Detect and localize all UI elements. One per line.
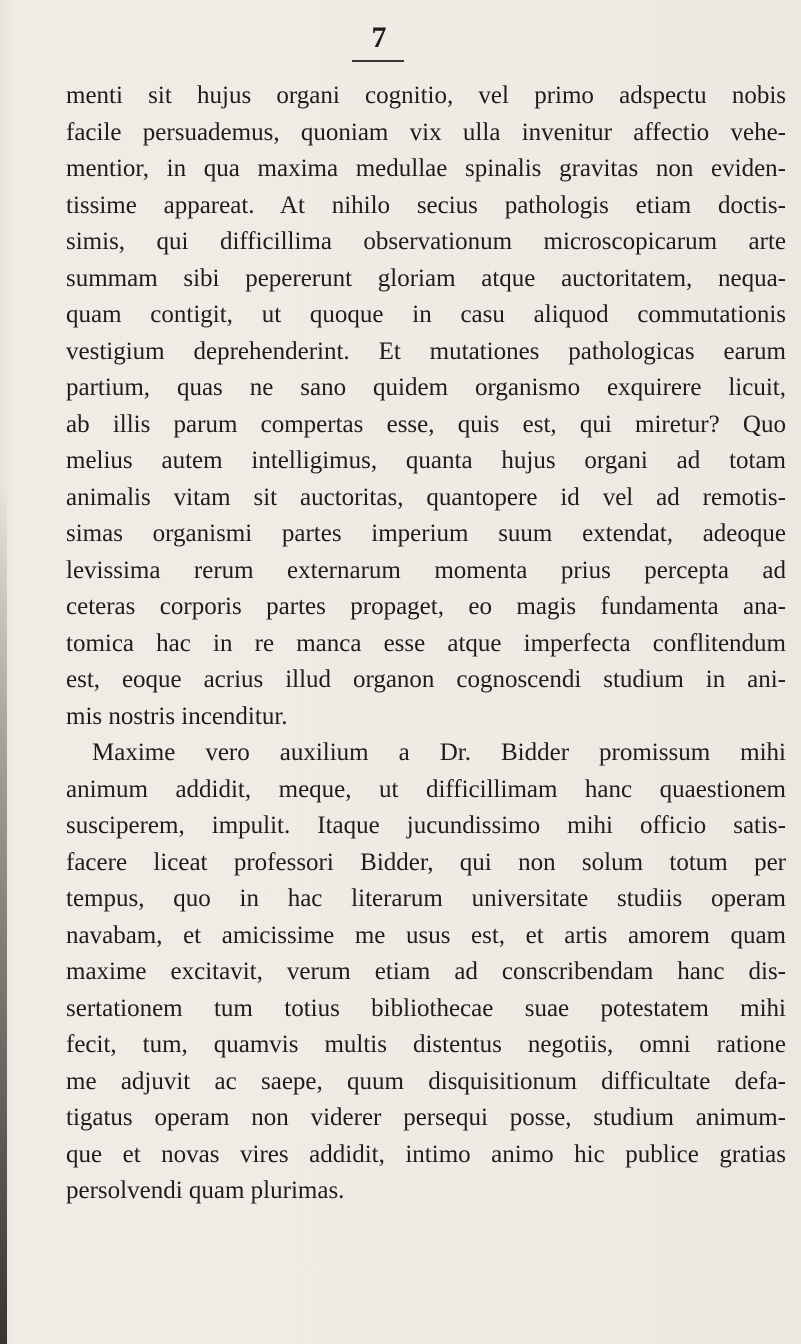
text-line: que et novas vires addidit, intimo animo hic publice gratias (66, 1140, 786, 1168)
text-line: vestigium deprehenderint. Et mutationes pathologicas earum (66, 337, 786, 365)
text-line: Maxime vero auxilium a Dr. Bidder promissum mihi (92, 739, 786, 766)
text-line: animalis vitam sit auctoritas, quantopere id vel ad remotis- (66, 483, 786, 511)
text-line: simas organismi partes imperium suum extendat, adeoque (66, 520, 786, 547)
text-line: navabam, et amicissime me usus est, et artis amorem quam (66, 921, 786, 949)
body-text (66, 78, 786, 1210)
page-number-underline (352, 60, 404, 62)
paragraph-1 (66, 78, 786, 735)
text-line: persolvendi quam plurimas. (66, 1177, 345, 1204)
text-line: mentior, in qua maxima medullae spinalis gravitas non eviden- (66, 155, 786, 182)
text-line: tigatus operam non viderer persequi posse, studium animum- (66, 1104, 786, 1131)
text-line: levissima rerum externarum momenta prius percepta ad (66, 556, 786, 584)
text-line: fecit, tum, quamvis multis distentus negotiis, omni ratione (66, 1031, 786, 1058)
text-line: simis, qui difficillima observationum microscopicarum arte (66, 228, 786, 255)
paragraph-2 (66, 735, 786, 1210)
text-line: animum addidit, meque, ut difficillimam hanc quaestionem (66, 775, 786, 803)
text-line: tempus, quo in hac literarum universitate studiis operam (66, 885, 786, 912)
text-line: menti sit hujus organi cognitio, vel primo adspectu nobis (66, 82, 786, 109)
text-line: tomica hac in re manca esse atque imperfecta conflitendum (66, 629, 786, 657)
text-line: facere liceat professori Bidder, qui non solum totum per (66, 848, 786, 876)
page-binding-shadow (0, 480, 7, 1344)
text-line: tissime appareat. At nihilo secius pathologis etiam doctis- (66, 191, 786, 219)
text-line: quam contigit, ut quoque in casu aliquod commutationis (66, 301, 786, 328)
text-line: summam sibi pepererunt gloriam atque auctoritatem, nequa- (66, 264, 786, 292)
text-line: melius autem intelligimus, quanta hujus organi ad totam (66, 447, 786, 474)
page-number: 7 (371, 21, 387, 54)
text-line: ceteras corporis partes propaget, eo magis fundamenta ana- (66, 593, 786, 620)
text-line: facile persuademus, quoniam vix ulla invenitur affectio vehe- (66, 118, 786, 146)
text-line: est, eoque acrius illud organon cognoscendi studium in ani- (66, 666, 786, 693)
text-line: maxime excitavit, verum etiam ad conscribendam hanc dis- (66, 958, 786, 985)
text-line: ab illis parum compertas esse, quis est, qui miretur? Quo (66, 410, 786, 438)
text-line: partium, quas ne sano quidem organismo exquirere licuit, (66, 374, 786, 401)
text-line: me adjuvit ac saepe, quum disquisitionum difficultate defa- (66, 1067, 786, 1095)
text-line: susciperem, impulit. Itaque jucundissimo mihi officio satis- (66, 812, 786, 839)
text-line: mis nostris incenditur. (66, 702, 288, 730)
text-line: sertationem tum totius bibliothecae suae potestatem mihi (66, 994, 786, 1022)
